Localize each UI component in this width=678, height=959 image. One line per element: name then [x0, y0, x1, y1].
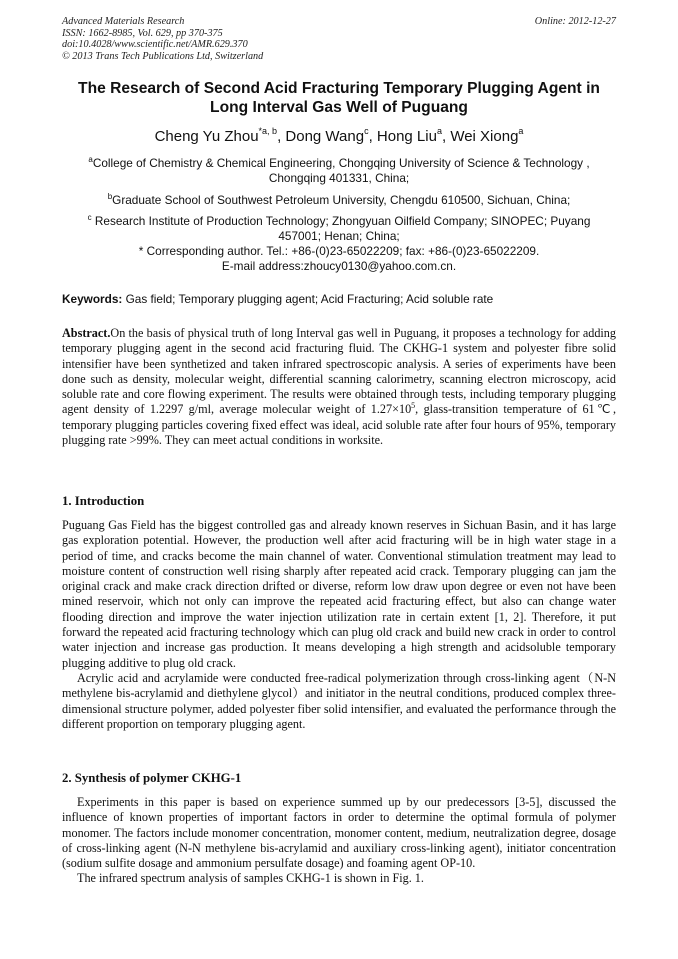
affiliation-c: [66, 214, 612, 243]
author-superscript: *a, b: [258, 126, 278, 136]
abstract-text: On the basis of physical truth of long Interval gas well in Puguang, it proposes a technology for adding temporary plugging agent in the second acid fracturing fluid. The CKHG-1 system and polyester fibre solid intensifier have been synthetized and taken infrared spectroscopic analysis. A series of experiments have been done such as density, molecular weight, differential scanning calorimetry, scanning electron microscopy, acid soluble rate and core flowing experiment. The results were obtained through tests, including temporary plugging agent density of 1.2297 g/ml, average molecular weight of 1.27×10: [62, 326, 616, 417]
journal-header: [62, 16, 616, 62]
author-superscript: c: [364, 126, 369, 136]
author-superscript: a: [518, 126, 524, 136]
section-heading-introduction: 1. Introduction: [62, 494, 145, 508]
author-name: Cheng Yu Zhou: [154, 128, 259, 145]
author-separator: ,: [368, 128, 377, 145]
abstract-exponent: 5: [411, 401, 416, 411]
affiliation-a: [66, 156, 612, 185]
abstract: [62, 326, 616, 448]
keywords-label: Keywords:: [62, 292, 123, 306]
corresponding-email: E-mail address:zhoucy0130@yahoo.com.cn.: [221, 258, 457, 273]
author-name: Hong Liu: [376, 128, 437, 145]
author-name: Dong Wang: [285, 128, 365, 145]
author-separator: ,: [441, 128, 451, 145]
online-date: Online: 2012-12-27: [534, 16, 616, 27]
paragraph: Puguang Gas Field has the biggest controlled gas and already known reserves in Sichuan Basin, and it has large gas exploration potential. However, the production well after acid fracturing will be in high water stage in a period of time, and cracks become the main channel of water. Conventional stimulation treatment may lead to moisture content of construction well rising sharply after repeated acid crack. Temporary plugging can jam the original crack and make crack direction drifted or diverse, reform low draw upon degree or even not have been mined reservoir, which not only can improve the repeated acid fracturing effect, but also can change water flooding direction and improve the water injection utilization rate in certain extent [1, 2]. Therefore, it put forward the repeated acid fracturing technology which can plug old crack and build new crack in order to control water injection and increase gas production. It means developing a high strength and acidsoluble temporary plugging additive to plug old crack.: [62, 518, 616, 670]
affiliation-marker: a: [88, 155, 93, 164]
paragraph: Acrylic acid and acrylamide were conducted free-radical polymerization through cross-linking agent（N-N methylene bis-acrylamid and diethylene glycol）and initiator in the neutral conditions, produced complex three-dimensional structure polymer, added polyester fiber solid intensifier, and evaluated the performance through the different proportion on temporary plugging agent.: [62, 670, 616, 731]
abstract-label: Abstract.: [62, 326, 111, 340]
keywords: [62, 292, 616, 307]
paragraph: The infrared spectrum analysis of samples CKHG-1 is shown in Fig. 1.: [77, 871, 424, 886]
affiliation-text: College of Chemistry & Chemical Engineering, Chongqing University of Science & Technology , Chongqing 401331, China;: [92, 156, 590, 185]
section-heading-synthesis: 2. Synthesis of polymer CKHG-1: [62, 771, 242, 785]
affiliation-text: Graduate School of Southwest Petroleum University, Chengdu 610500, Sichuan, China;: [112, 193, 571, 207]
section-introduction: [62, 518, 616, 732]
affiliation-b: [66, 193, 612, 208]
journal-name: Advanced Materials Research: [62, 16, 185, 27]
doi-line: doi:10.4028/www.scientific.net/AMR.629.370: [62, 39, 248, 51]
abstract-text-cont: , glass-transition temperature of 61℃, temporary plugging particles covering fixed effect was ideal, acid soluble rate after four hours of 95%, temporary plugging rate >99%. They can meet actual conditions in worksite.: [62, 402, 616, 448]
issn-line: ISSN: 1662-8985, Vol. 629, pp 370-375: [62, 27, 223, 39]
author-superscript: a: [436, 126, 442, 136]
paper-title: The Research of Second Acid Fracturing Temporary Plugging Agent in Long Interval Gas Well of Puguang: [78, 80, 600, 116]
author-list: [62, 127, 616, 146]
author-name: Wei Xiong: [450, 128, 519, 145]
affiliation-marker: b: [107, 192, 113, 201]
author-separator: ,: [277, 128, 286, 145]
copyright-line: © 2013 Trans Tech Publications Ltd, Switzerland: [62, 50, 264, 62]
corresponding-author: [66, 244, 612, 273]
corresponding-contact: * Corresponding author. Tel.: +86-(0)23-65022209; fax: +86-(0)23-65022209.: [138, 244, 540, 258]
affiliation-text: Research Institute of Production Technology; Zhongyuan Oilfield Company; SINOPEC; Puyang 457001; Henan; China;: [91, 214, 591, 243]
affiliation-marker: c: [87, 213, 92, 222]
paragraph: Experiments in this paper is based on experience summed up by our predecessors [3-5], discussed the influence of known properties of important factors in order to determine the optimal formula of polymer monomer. The factors include monomer concentration, monomer content, medium, neutralization degree, dosage of cross-linking agent (N-N methylene bis-acrylamid and auxiliary cross-linking agent), initiator concentration (sodium sulfite dosage and ammonium persulfate dosage) and foaming agent OP-10.: [62, 795, 616, 871]
section-synthesis: [62, 795, 616, 887]
keywords-text: Gas field; Temporary plugging agent; Acid Fracturing; Acid soluble rate: [122, 292, 494, 306]
